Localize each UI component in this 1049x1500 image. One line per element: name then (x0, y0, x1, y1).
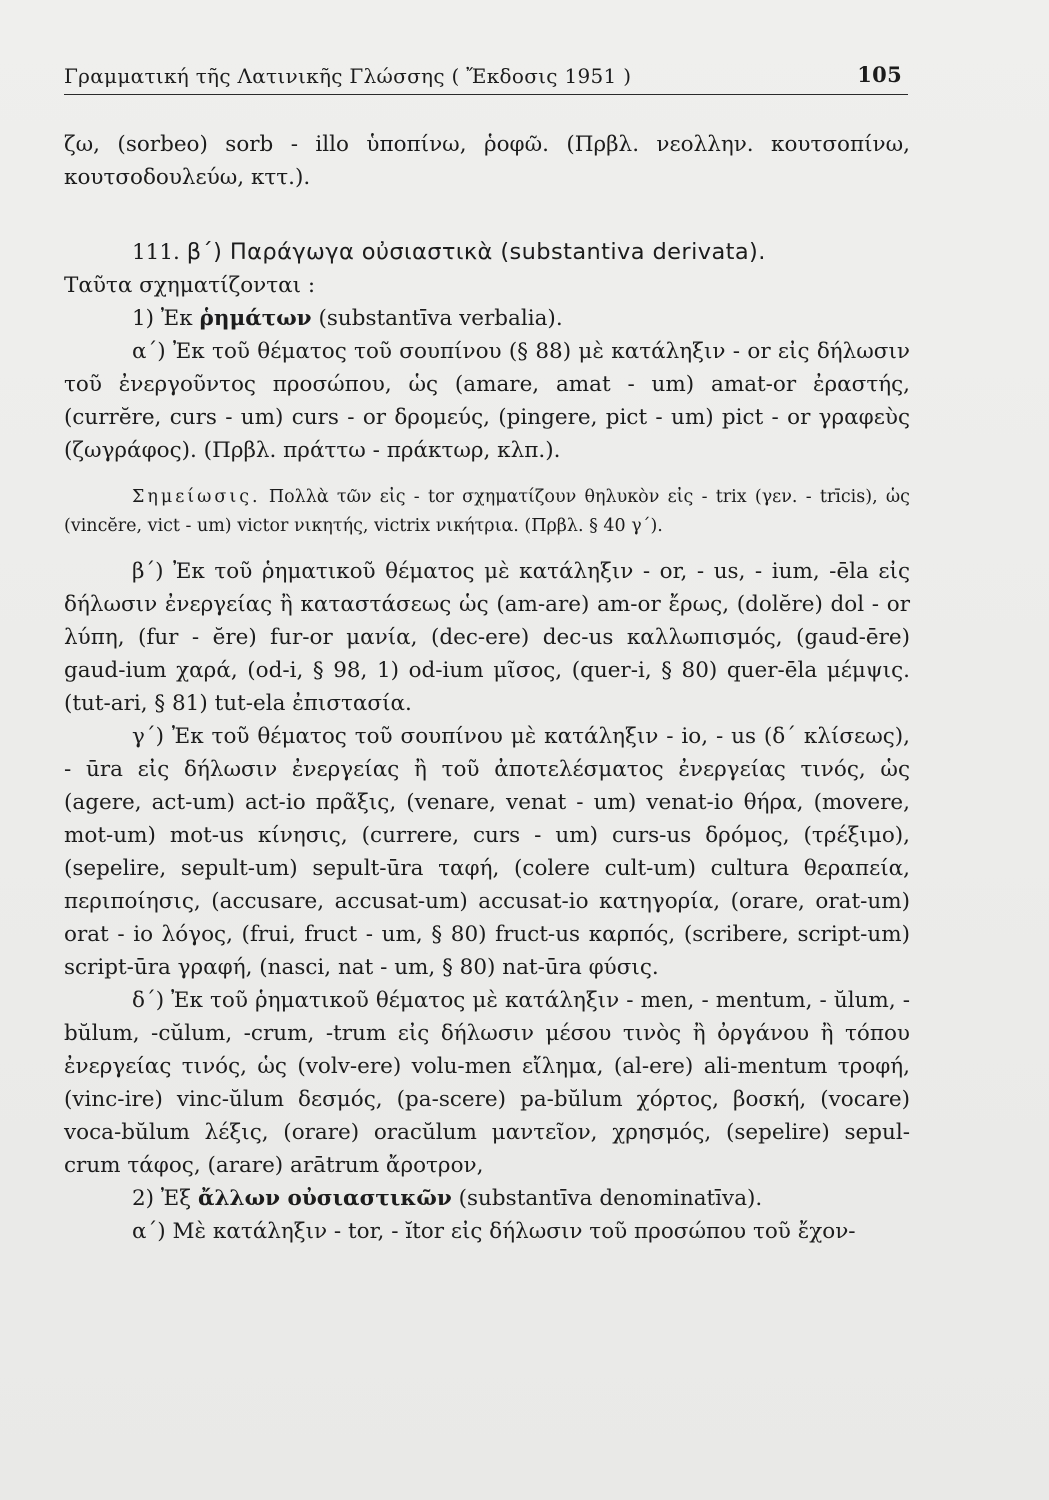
note-label: Σημείωσις. (132, 487, 261, 507)
section-number: 111. (132, 240, 180, 265)
subsection-1-bold: ῥημάτων (199, 306, 312, 331)
paragraph-alpha: α΄) Ἐκ τοῦ θέματος τοῦ σουπίνου (§ 88) μὲ κατάληξιν - or εἰς δήλωσιν τοῦ ἐνεργοῦντος προσώπου, ὡς (amare, amat - um) amat-or ἐραστής, (currĕre, curs - um) curs - or δρομεύς, (pingere, pict - um) pict - or γραφεὺς (ζωγράφος). (Πρβλ. πράττω - πράκτωρ, κλπ.). (64, 339, 910, 463)
paragraph-beta: β΄) Ἐκ τοῦ ῥηματικοῦ θέματος μὲ κατάληξιν - or, - us, - ium, -ēla εἰς δήλωσιν ἐνεργείας ἢ καταστάσεως ὡς (am-are) am-or ἔρως, (dolĕre) dol - or λύπη, (fur - ĕre) fur-or μανία, (dec-ere) dec-us καλλωπισμός, (gaud-ēre) gaud-ium χαρά, (od-i, § 98, 1) od-ium μῖσος, (quer-i, § 80) quer-ēla μέμψις. (tut-ari, § 81) tut-ela ἐπιστασία. (64, 559, 910, 716)
subsection-2-bold: ἄλλων οὐσιαστικῶν (197, 1186, 452, 1211)
running-title: Γραμματική τῆς Λατινικῆς Γλώσσης ( Ἔκδοσις 1951 ) (64, 64, 632, 88)
paragraph-alpha-2: α΄) Μὲ κατάληξιν - tor, - ĭtor εἰς δήλωσιν τοῦ προσώπου τοῦ ἔχον- (132, 1219, 856, 1244)
subsection-1-label: 1) Ἐκ (132, 306, 193, 331)
paragraph-delta: δ΄) Ἐκ τοῦ ῥηματικοῦ θέματος μὲ κατάληξιν - men, - mentum, - ŭlum, - bŭlum, -cŭlum, -crum, -trum εἰς δήλωσιν μέσου τινὸς ἢ ὀργάνου ἢ τόπου ἐνεργείας τινός, ὡς (volv-ere) volu-men εἴλημα, (al-ere) ali-mentum τροφή, (vinc-ire) vinc-ŭlum δεσμός, (pa-scere) pa-bŭlum χόρτος, βοσκή, (vocare) voca-bŭlum λέξις, (orare) oracŭlum μαντεῖον, χρησμός, (sepelire) sepul-crum τάφος, (arare) arātrum ἄροτρον, (64, 988, 910, 1178)
paragraph-gamma: γ΄) Ἐκ τοῦ θέματος τοῦ σουπίνου μὲ κατάληξιν - io, - us (δ΄ κλίσεως), - ūra εἰς δήλωσιν ἐνεργείας ἢ τοῦ ἀποτελέσματος ἐνεργείας τινός, ὡς (agere, act-um) act-io πρᾶξις, (venare, venat - um) venat-io θήρα, (movere, mot-um) mot-us κίνησις, (currere, curs - um) curs-us δρόμος, (τρέξιμο), (sepelire, sepult-um) sepult-ūra ταφή, (colere cult-um) cultura θεραπεία, περιποίησις, (accusare, accusat-um) accusat-io κατηγορία, (orare, orat-um) orat - io λόγος, (frui, fruct - um, § 80) fruct-us καρπός, (scribere, script-um) script-ūra γραφή, (nasci, nat - um, § 80) nat-ūra φύσις. (64, 724, 910, 980)
subsection-1-rest: (substantīva verbalia). (318, 306, 563, 331)
section-intro: Ταῦτα σχηματίζονται : (64, 273, 316, 298)
subsection-2-rest: (substantīva denominatīva). (458, 1186, 763, 1211)
note-paragraph (64, 483, 910, 541)
page-body (64, 128, 910, 1248)
running-header (64, 60, 908, 95)
section-title: β΄) Παράγωγα οὐσιαστικὰ (substantiva derivata). (186, 239, 766, 265)
section-heading (64, 236, 910, 269)
subsection-2-heading (64, 1182, 910, 1215)
subsection-1-heading (64, 302, 910, 335)
intro-paragraph: ζω, (sorbeo) sorb - illo ὑποπίνω, ῥοφῶ. (Πρβλ. νεολλην. κουτσοπίνω, κουτσοδουλεύω, κττ.). (64, 132, 910, 190)
note-text: Πολλὰ τῶν εἰς - tor σχηματίζουν θηλυκὸν εἰς - trix (γεν. - trīcis), ὡς (vincĕre, vict - um) victor νικητής, victrix νικήτρια. (Πρβλ. § 40 γ΄). (64, 487, 910, 536)
page-number: 105 (857, 62, 902, 87)
subsection-2-label: 2) Ἐξ (132, 1186, 192, 1211)
